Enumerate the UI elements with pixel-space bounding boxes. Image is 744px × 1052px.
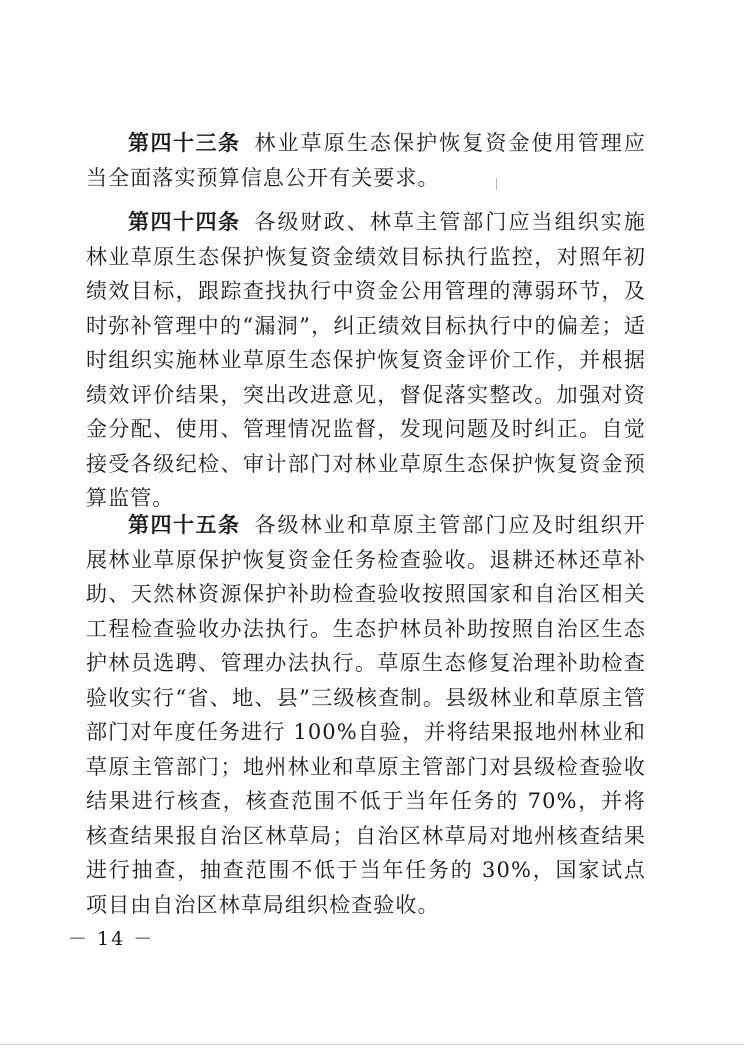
article-45-heading: 第四十五条 [128,513,241,537]
page-number: － 14 － [68,928,155,950]
article-43-heading: 第四十三条 [128,131,241,155]
article-43-body: 林业草原生态保护恢复资金使用管理应当全面落实预算信息公开有关要求。 [86,131,646,190]
scan-edge-line [0,1044,744,1045]
article-45 [86,508,646,922]
scan-artifact [496,178,497,190]
article-44-body: 各级财政、林草主管部门应当组织实施林业草原生态保护恢复资金绩效目标执行监控，对照年初绩效目标，跟踪查找执行中资金公用管理的薄弱环节，及时弥补管理中的“漏洞”，纠正绩效目标执行中的偏差；适时组织实施林业草原生态保护恢复资金评价工作，并根据绩效评价结果，突出改进意见，督促落实整改。加强对资金分配、使用、管理情况监督，发现问题及时纠正。自觉接受各级纪检、审计部门对林业草原生态保护恢复资金预算监管。 [86,210,646,510]
article-44 [86,205,646,516]
article-44-heading: 第四十四条 [128,210,241,234]
article-43 [86,126,646,195]
article-45-body: 各级林业和草原主管部门应及时组织开展林业草原保护恢复资金任务检查验收。退耕还林还草补助、天然林资源保护补助检查验收按照国家和自治区相关工程检查验收办法执行。生态护林员补助按照自治区生态护林员选聘、管理办法执行。草原生态修复治理补助检查验收实行“省、地、县”三级核查制。县级林业和草原主管部门对年度任务进行 100%自验，并将结果报地州林业和草原主管部门；地州林业和草原主管部门对县级检查验收结果进行核查，核查范围不低于当年任务的 70%，并将核查结果报自治区林草局；自治区林草局对地州核查结果进行抽查，抽查范围不低于当年任务的 30%，国家试点项目由自治区林草局组织检查验收。 [86,513,646,917]
